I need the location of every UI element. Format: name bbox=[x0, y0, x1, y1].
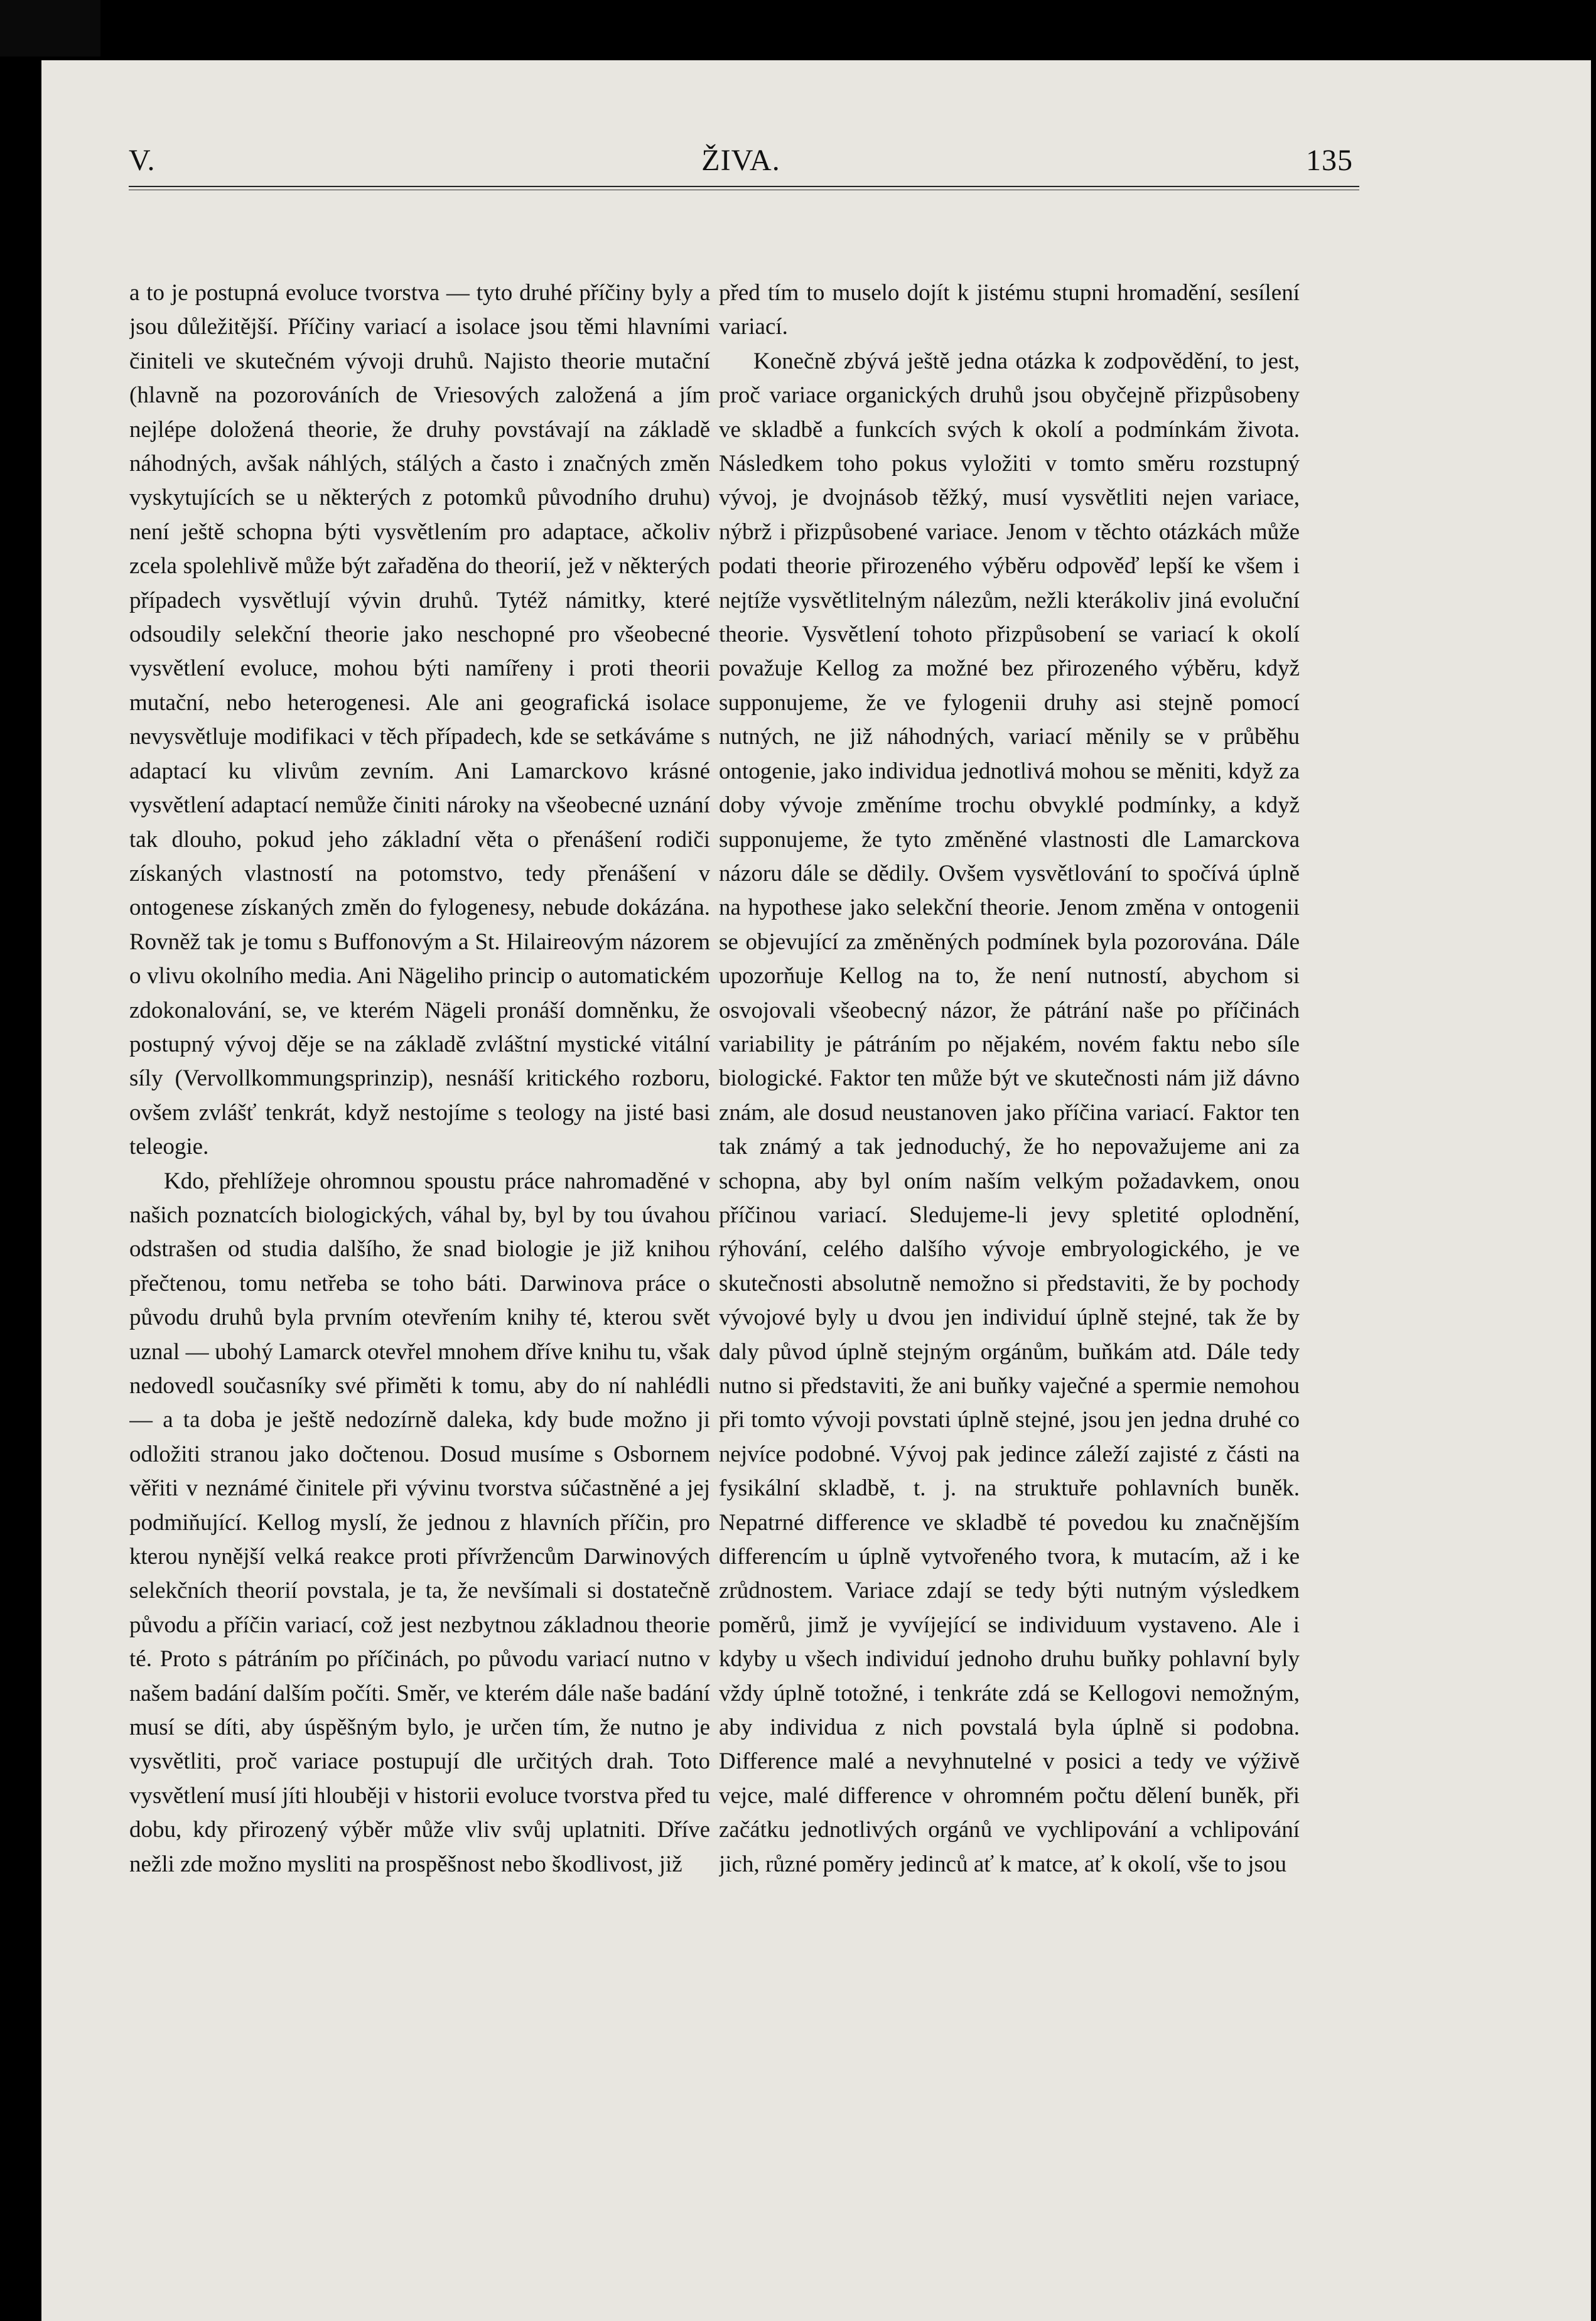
left-column bbox=[129, 276, 710, 2160]
running-header bbox=[129, 142, 1353, 180]
paragraph: a to je postupná evoluce tvorstva — tyto druhé příčiny byly a jsou důležitější. Příčiny variací a isolace jsou těmi hlavními činiteli ve skutečném vývoji druhů. Najisto theorie mutační (hlavně na pozorováních de Vriesových založená a jím nejlépe doložená theorie, že druhy povstávají na základě náhodných, avšak náhlých, stálých a často i značných změn vyskytujících se u některých z potomků původního druhu) není ještě schopna býti vysvětlením pro adaptace, ačkoliv zcela spolehlivě může být zařaděna do theorií, jež v některých případech vysvětlují vývin druhů. Tytéž námitky, které odsoudily selekční theorie jako neschopné pro všeobecné vysvětlení evoluce, mohou býti namířeny i proti theorii mutační, nebo heterogenesi. Ale ani geografická isolace nevysvětluje modifikaci v těch případech, kde se setkáváme s adaptací ku vlivům zevním. Ani Lamarckovo krásné vysvětlení adaptací nemůže činiti nároky na všeobecné uznání tak dlouho, pokud jeho základní věta o přenášení rodiči získaných vlastností na potomstvo, tedy přenášení v ontogenese získaných změn do fylogenesy, nebude dokázána. Rovněž tak je tomu s Buffonovým a St. Hilaireovým názorem o vlivu okolního media. Ani Nägeliho princip o automatickém zdokonalování, se, ve kterém Nägeli pronáší domněnku, že postupný vývoj děje se na základě zvláštní mystické vitální síly (Vervollkommungsprinzip), nesnáší kritického rozboru, ovšem zvlášť tenkrát, když nestojíme s teology na jisté basi teleogie. bbox=[129, 280, 710, 1160]
paragraph: Kdo, přehlížeje ohromnou spoustu práce nahromaděné v našich poznatcích biologických, váhal by, byl by tou úvahou odstrašen od studia dalšího, že snad biologie je již knihou přečtenou, tomu netřeba se toho báti. Darwinova práce o původu druhů byla prvním otevřením knihy té, kterou svět uznal — ubohý Lamarck otevřel mnohem dříve knihu tu, však nedovedl současníky své přiměti k tomu, aby do ní nahlédli — a ta doba je ještě nedozírně daleka, kdy bude možno ji odložiti stranou jako dočtenou. Dosud musíme s Osbornem věřiti v neznámé činitele při vývinu tvorstva súčastněné a jej podmiňující. Kellog myslí, že jednou z hlavních příčin, pro kterou nynější velká reakce proti přívržencům Darwinových selekčních theorií povstala, je ta, že nevšímali si dostatečně původu a příčin variací, což jest nezbytnou základnou theorie té. Proto s pátráním po příčinách, po původu variací nutno v našem badání dalším počíti. Směr, ve kterém dále naše badání musí se díti, aby úspěšným bylo, je určen tím, že nutno je vysvětliti, proč variace postupují dle určitých drah. Toto vysvětlení musí jíti hlouběji v historii evoluce tvorstva před tu dobu, kdy přirozený výběr může vliv svůj uplatniti. Dříve nežli zde možno mysliti na prospěšnost nebo škodlivost, již bbox=[129, 1168, 710, 1877]
journal-title: ŽIVA. bbox=[701, 144, 780, 177]
page-number: 135 bbox=[1306, 144, 1353, 177]
header-rule bbox=[129, 186, 1359, 190]
paragraph: Konečně zbývá ještě jedna otázka k zodpovědění, to jest, proč variace organických druhů jsou obyčejně přizpůsobeny ve skladbě a funkcích svých k okolí a podmínkám života. Následkem toho pokus vyložiti v tomto směru rozstupný vývoj, je dvojnásob těžký, musí vysvětliti nejen variace, nýbrž i přizpůsobené variace. Jenom v těchto otázkách může podati theorie přirozeného výběru odpověď lepší ke všem i nejtíže vysvětlitelným nálezům, nežli kterákoliv jiná evoluční theorie. Vysvětlení tohoto přizpůsobení se variací k okolí považuje Kellog za možné bez přirozeného výběru, když supponujeme, že ve fylogenii druhy asi stejně pomocí nutných, ne již náhodných, variací měnily se v průběhu ontogenie, jako individua jednotlivá mohou se měniti, když za doby vývoje změníme trochu obvyklé podmínky, a když supponujeme, že tyto změněné vlastnosti dle Lamarckova názoru dále se dědily. Ovšem vysvětlování to spočívá úplně na hypothese jako selekční theorie. Jenom změna v ontogenii se objevující za změněných podmínek byla pozorována. Dále upozorňuje Kellog na to, že není nutností, abychom si osvojovali všeobecný názor, že pátrání naše po příčinách variability je pátráním po nějakém, novém faktu nebo síle biologické. Faktor ten může být ve skutečnosti nám již dávno znám, ale dosud neustanoven jako příčina variací. Faktor ten tak známý a tak jednoduchý, že ho nepovažujeme ani za schopna, aby byl oním naším velkým požadavkem, onou příčinou variací. Sledujeme-li jevy spletité oplodnění, rýhování, celého dalšího vývoje embryologického, je ve skutečnosti absolutně nemožno si představiti, že by pochody vývojové byly u dvou jen individuí úplně stejné, tak že by daly původ úplně stejným orgánům, buňkám atd. Dále tedy nutno si představiti, že ani buňky vaječné a spermie nemohou při tomto vývoji povstati úplně stejné, jsou jen jedna druhé co nejvíce podobné. Vývoj pak jedince záleží zajisté z části na fysikální skladbě, t. j. na struktuře pohlavních buněk. Nepatrné difference ve skladbě té povedou ku značnějším differencím u úplně vytvořeného tvora, k mutacím, až i ke zrůdnostem. Variace zdají se tedy býti nutným výsledkem poměrů, jimž je vyvíjející se individuum vystaveno. Ale i kdyby u všech individuí jednoho druhu buňky pohlavní byly vždy úplně totožné, i tenkráte zdá se Kellogovi nemožným, aby individua z nich povstalá byla úplně si podobna. Difference malé a nevyhnutelné v posici a tedy ve výživě vejce, malé difference v ohromném počtu dělení buněk, při začátku jednotlivých orgánů ve vychlipování a vchlipování jich, různé poměry jedinců ať k matce, ať k okolí, vše to jsou bbox=[719, 348, 1300, 1877]
volume-number: V. bbox=[129, 144, 156, 177]
paragraph: před tím to muselo dojít k jistému stupni hromadění, sesílení variací. bbox=[719, 280, 1300, 340]
right-column bbox=[719, 276, 1300, 2160]
scan-edge-mark bbox=[0, 0, 100, 57]
